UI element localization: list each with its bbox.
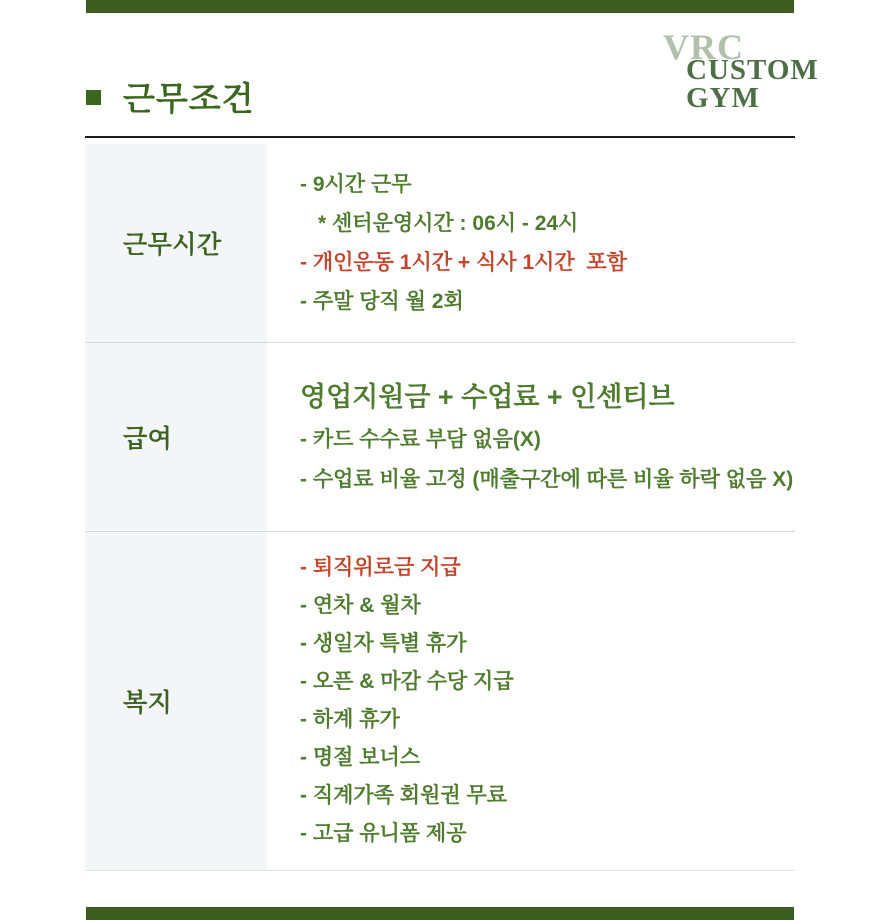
detail-line: - 퇴직위로금 지급 [300, 556, 461, 579]
section-title-row [86, 76, 255, 116]
row-label-cell [85, 532, 267, 870]
title-divider-line [85, 136, 795, 138]
detail-line: * 센터운영시간 : 06시 - 24시 [318, 212, 579, 235]
row-label-cell [85, 343, 267, 531]
brand-gym-text: GYM [686, 82, 760, 114]
detail-line: - 명절 보너스 [300, 746, 421, 769]
detail-line: - 9시간 근무 [300, 173, 412, 196]
bottom-accent-bar [86, 907, 794, 920]
brand-vrc-text: VRC [663, 27, 744, 67]
row-content-cell [267, 532, 795, 870]
detail-line: - 개인운동 1시간 + 식사 1시간 포함 [300, 251, 627, 274]
brand-custom-text: CUSTOM [686, 54, 819, 86]
detail-line: - 하계 휴가 [300, 708, 400, 731]
detail-line: - 주말 당직 월 2회 [300, 290, 464, 313]
detail-line: - 생일자 특별 휴가 [300, 632, 467, 655]
row-label-cell [85, 144, 267, 342]
table-row [85, 144, 795, 342]
row-label: 급여 [123, 425, 173, 453]
top-accent-bar [86, 0, 794, 13]
detail-line: - 오픈 & 마감 수당 지급 [300, 670, 514, 693]
detail-line: - 수업료 비율 고정 (매출구간에 따른 비율 하락 없음 X) [300, 468, 794, 491]
conditions-table [85, 144, 795, 871]
detail-line: - 카드 수수료 부담 없음(X) [300, 428, 541, 451]
row-content-cell [267, 343, 795, 531]
row-label: 근무시간 [123, 231, 222, 259]
detail-line: - 고급 유니폼 제공 [300, 822, 467, 845]
page-title: 근무조건 [123, 79, 255, 117]
table-row [85, 531, 795, 870]
detail-line: - 연차 & 월차 [300, 594, 421, 617]
row-content-cell [267, 144, 795, 342]
detail-line: 영업지원금 + 수업료 + 인센티브 [300, 382, 675, 412]
detail-line: - 직계가족 회원권 무료 [300, 784, 508, 807]
row-label: 복지 [123, 689, 173, 717]
square-bullet-icon [86, 90, 101, 105]
table-row [85, 342, 795, 531]
